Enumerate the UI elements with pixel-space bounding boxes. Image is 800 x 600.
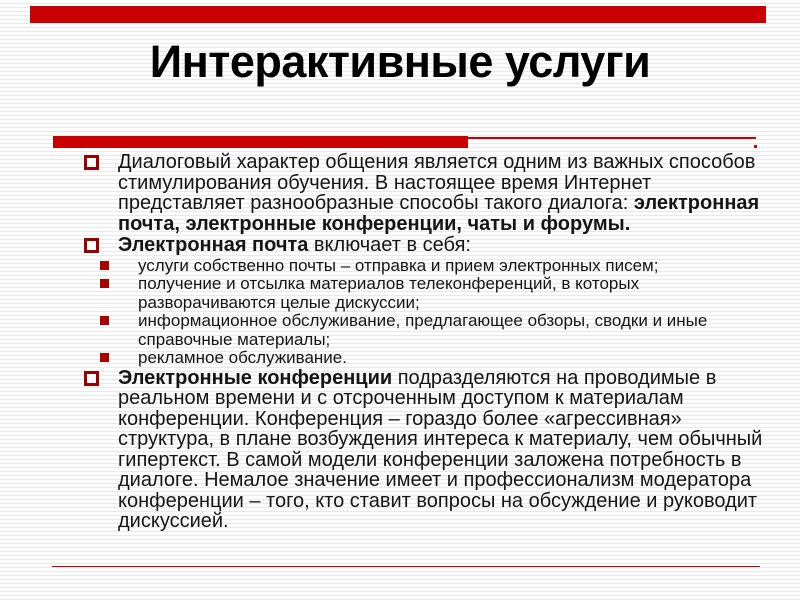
bullet-text-bold-segment: Электронные конференции xyxy=(118,366,393,389)
bullet-text xyxy=(138,256,658,275)
hollow-square-bullet-icon xyxy=(84,238,99,253)
bullet-text-bold-segment: Электронная почта xyxy=(118,234,309,256)
list-item xyxy=(84,152,766,234)
list-item xyxy=(100,312,722,349)
page-title: Интерактивные услуги xyxy=(149,36,651,87)
filled-square-bullet-icon xyxy=(100,279,109,288)
bullet-text-segment: подразделяются на проводимые в реальном времени и с отсроченным доступом к материалам конференции. Конференция – гораздо более «агрессивная» структура, в плане возбуждения интереса к материалу, чем обычный гипертекст. В самой модели конференции заложена потребность в диалоге. Немалое значение имеет и профессионализм модератора конференции – того, кто ставит вопросы на обсуждение и руководит дискуссией. xyxy=(118,366,763,532)
hollow-square-bullet-icon xyxy=(84,371,99,386)
filled-square-bullet-icon xyxy=(100,316,109,325)
bullet-text-segment: услуги собственно почты – отправка и прием электронных писем; xyxy=(138,255,659,275)
list-item xyxy=(100,275,722,312)
list-item xyxy=(100,257,722,276)
hollow-square-bullet-icon xyxy=(84,155,99,170)
bottom-rule xyxy=(52,566,760,567)
bullet-text xyxy=(118,367,762,533)
bullet-list xyxy=(84,152,774,533)
bullet-text xyxy=(138,311,707,349)
bullet-text-segment: получение и отсылка материалов телеконференций, в которых разворачиваются целые дискуссии; xyxy=(138,274,640,312)
bullet-text xyxy=(118,234,471,256)
bullet-text xyxy=(118,151,759,235)
bullet-text-segment: включает в себя: xyxy=(308,234,471,256)
bullet-text-segment: информационное обслуживание, предлагающее обзоры, сводки и иные справочные материалы; xyxy=(138,311,708,349)
list-item xyxy=(84,368,766,532)
bullet-text-segment: Диалоговый характер общения является одним из важных способов стимулирования обучения. В настоящее время Интернет представляет разнообразные способы такого диалога: xyxy=(118,151,756,214)
title-underline xyxy=(53,136,756,150)
bullet-text-bold-segment: электронная почта, электронные конференции, чаты и форумы. xyxy=(118,192,760,235)
top-accent-bar xyxy=(30,6,766,23)
bullet-text-segment: рекламное обслуживание. xyxy=(138,348,347,367)
list-item xyxy=(100,349,722,368)
title-underline-end-dot xyxy=(754,145,757,148)
filled-square-bullet-icon xyxy=(100,261,109,270)
bullet-text xyxy=(138,348,347,367)
bullet-text xyxy=(138,274,639,312)
list-item xyxy=(84,235,766,256)
filled-square-bullet-icon xyxy=(100,353,109,362)
title-underline-thick-bar xyxy=(53,136,468,148)
